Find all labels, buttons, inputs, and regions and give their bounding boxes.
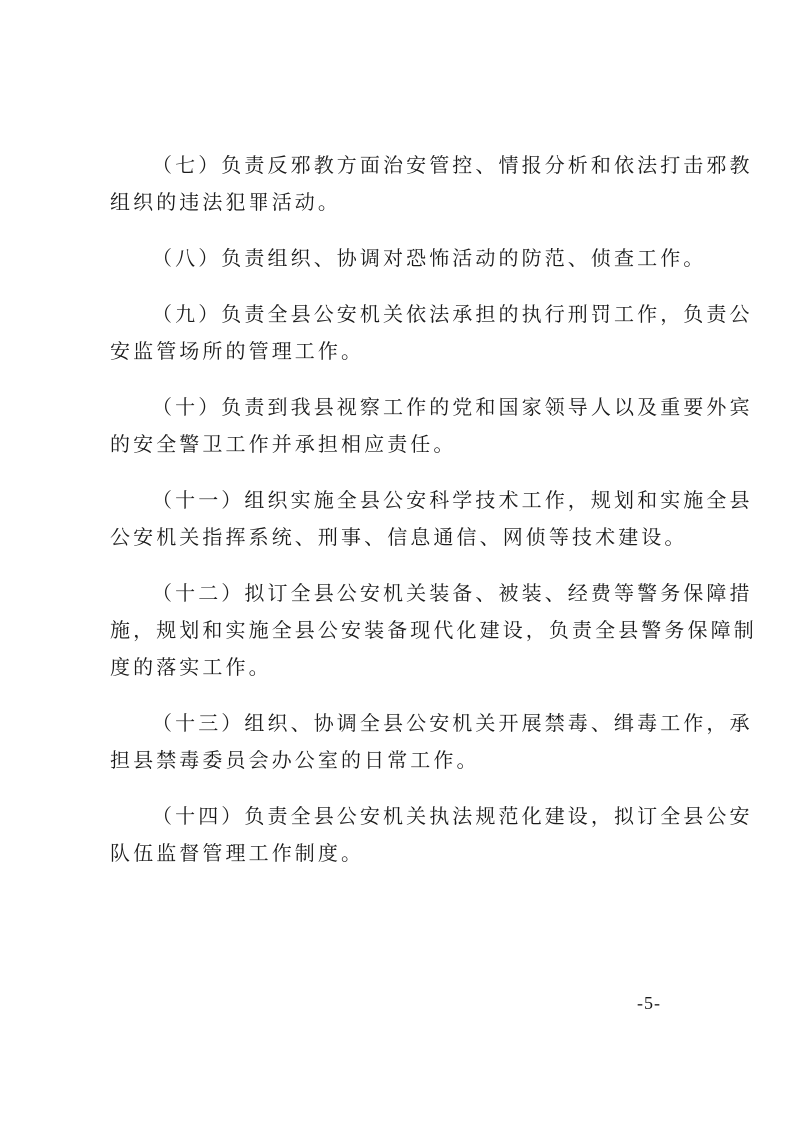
paragraph-line: 公安机关指挥系统、刑事、信息通信、网侦等技术建设。 bbox=[110, 525, 688, 549]
paragraph-line: （十二）拟订全县公安机关装备、被装、经费等警务保障措 bbox=[152, 581, 753, 605]
paragraph-line: （七）负责反邪教方面治安管控、情报分析和依法打击邪教 bbox=[152, 153, 753, 177]
paragraph-9 bbox=[110, 296, 753, 370]
paragraph-line: 的安全警卫工作并承担相应责任。 bbox=[110, 432, 457, 456]
paragraph-11 bbox=[110, 482, 753, 556]
paragraph-line: 担县禁毒委员会办公室的日常工作。 bbox=[110, 748, 480, 772]
paragraph-line: （八）负责组织、协调对恐怖活动的防范、侦查工作。 bbox=[152, 246, 707, 270]
paragraph-line: 度的落实工作。 bbox=[110, 655, 272, 679]
paragraph-line: （十）负责到我县视察工作的党和国家领导人以及重要外宾 bbox=[152, 395, 753, 419]
paragraph-line: 安监管场所的管理工作。 bbox=[110, 339, 365, 363]
paragraph-14 bbox=[110, 798, 753, 872]
paragraph-line: （十三）组织、协调全县公安机关开展禁毒、缉毒工作，承 bbox=[152, 711, 753, 735]
paragraph-line: （十一）组织实施全县公安科学技术工作，规划和实施全县 bbox=[152, 488, 753, 512]
paragraph-line: 施，规划和实施全县公安装备现代化建设，负责全县警务保障制 bbox=[110, 618, 757, 642]
paragraph-line: （十四）负责全县公安机关执法规范化建设，拟订全县公安 bbox=[152, 804, 753, 828]
paragraph-line: （九）负责全县公安机关依法承担的执行刑罚工作，负责公 bbox=[152, 302, 753, 326]
paragraph-10 bbox=[110, 389, 753, 463]
paragraph-7 bbox=[110, 147, 753, 221]
paragraph-12 bbox=[110, 575, 757, 686]
paragraph-line: 队伍监督管理工作制度。 bbox=[110, 841, 365, 865]
paragraph-8 bbox=[110, 240, 707, 277]
page-number: -5- bbox=[637, 993, 661, 1013]
paragraph-line: 组织的违法犯罪活动。 bbox=[110, 190, 341, 214]
document-body bbox=[110, 147, 757, 891]
paragraph-13 bbox=[110, 705, 753, 779]
